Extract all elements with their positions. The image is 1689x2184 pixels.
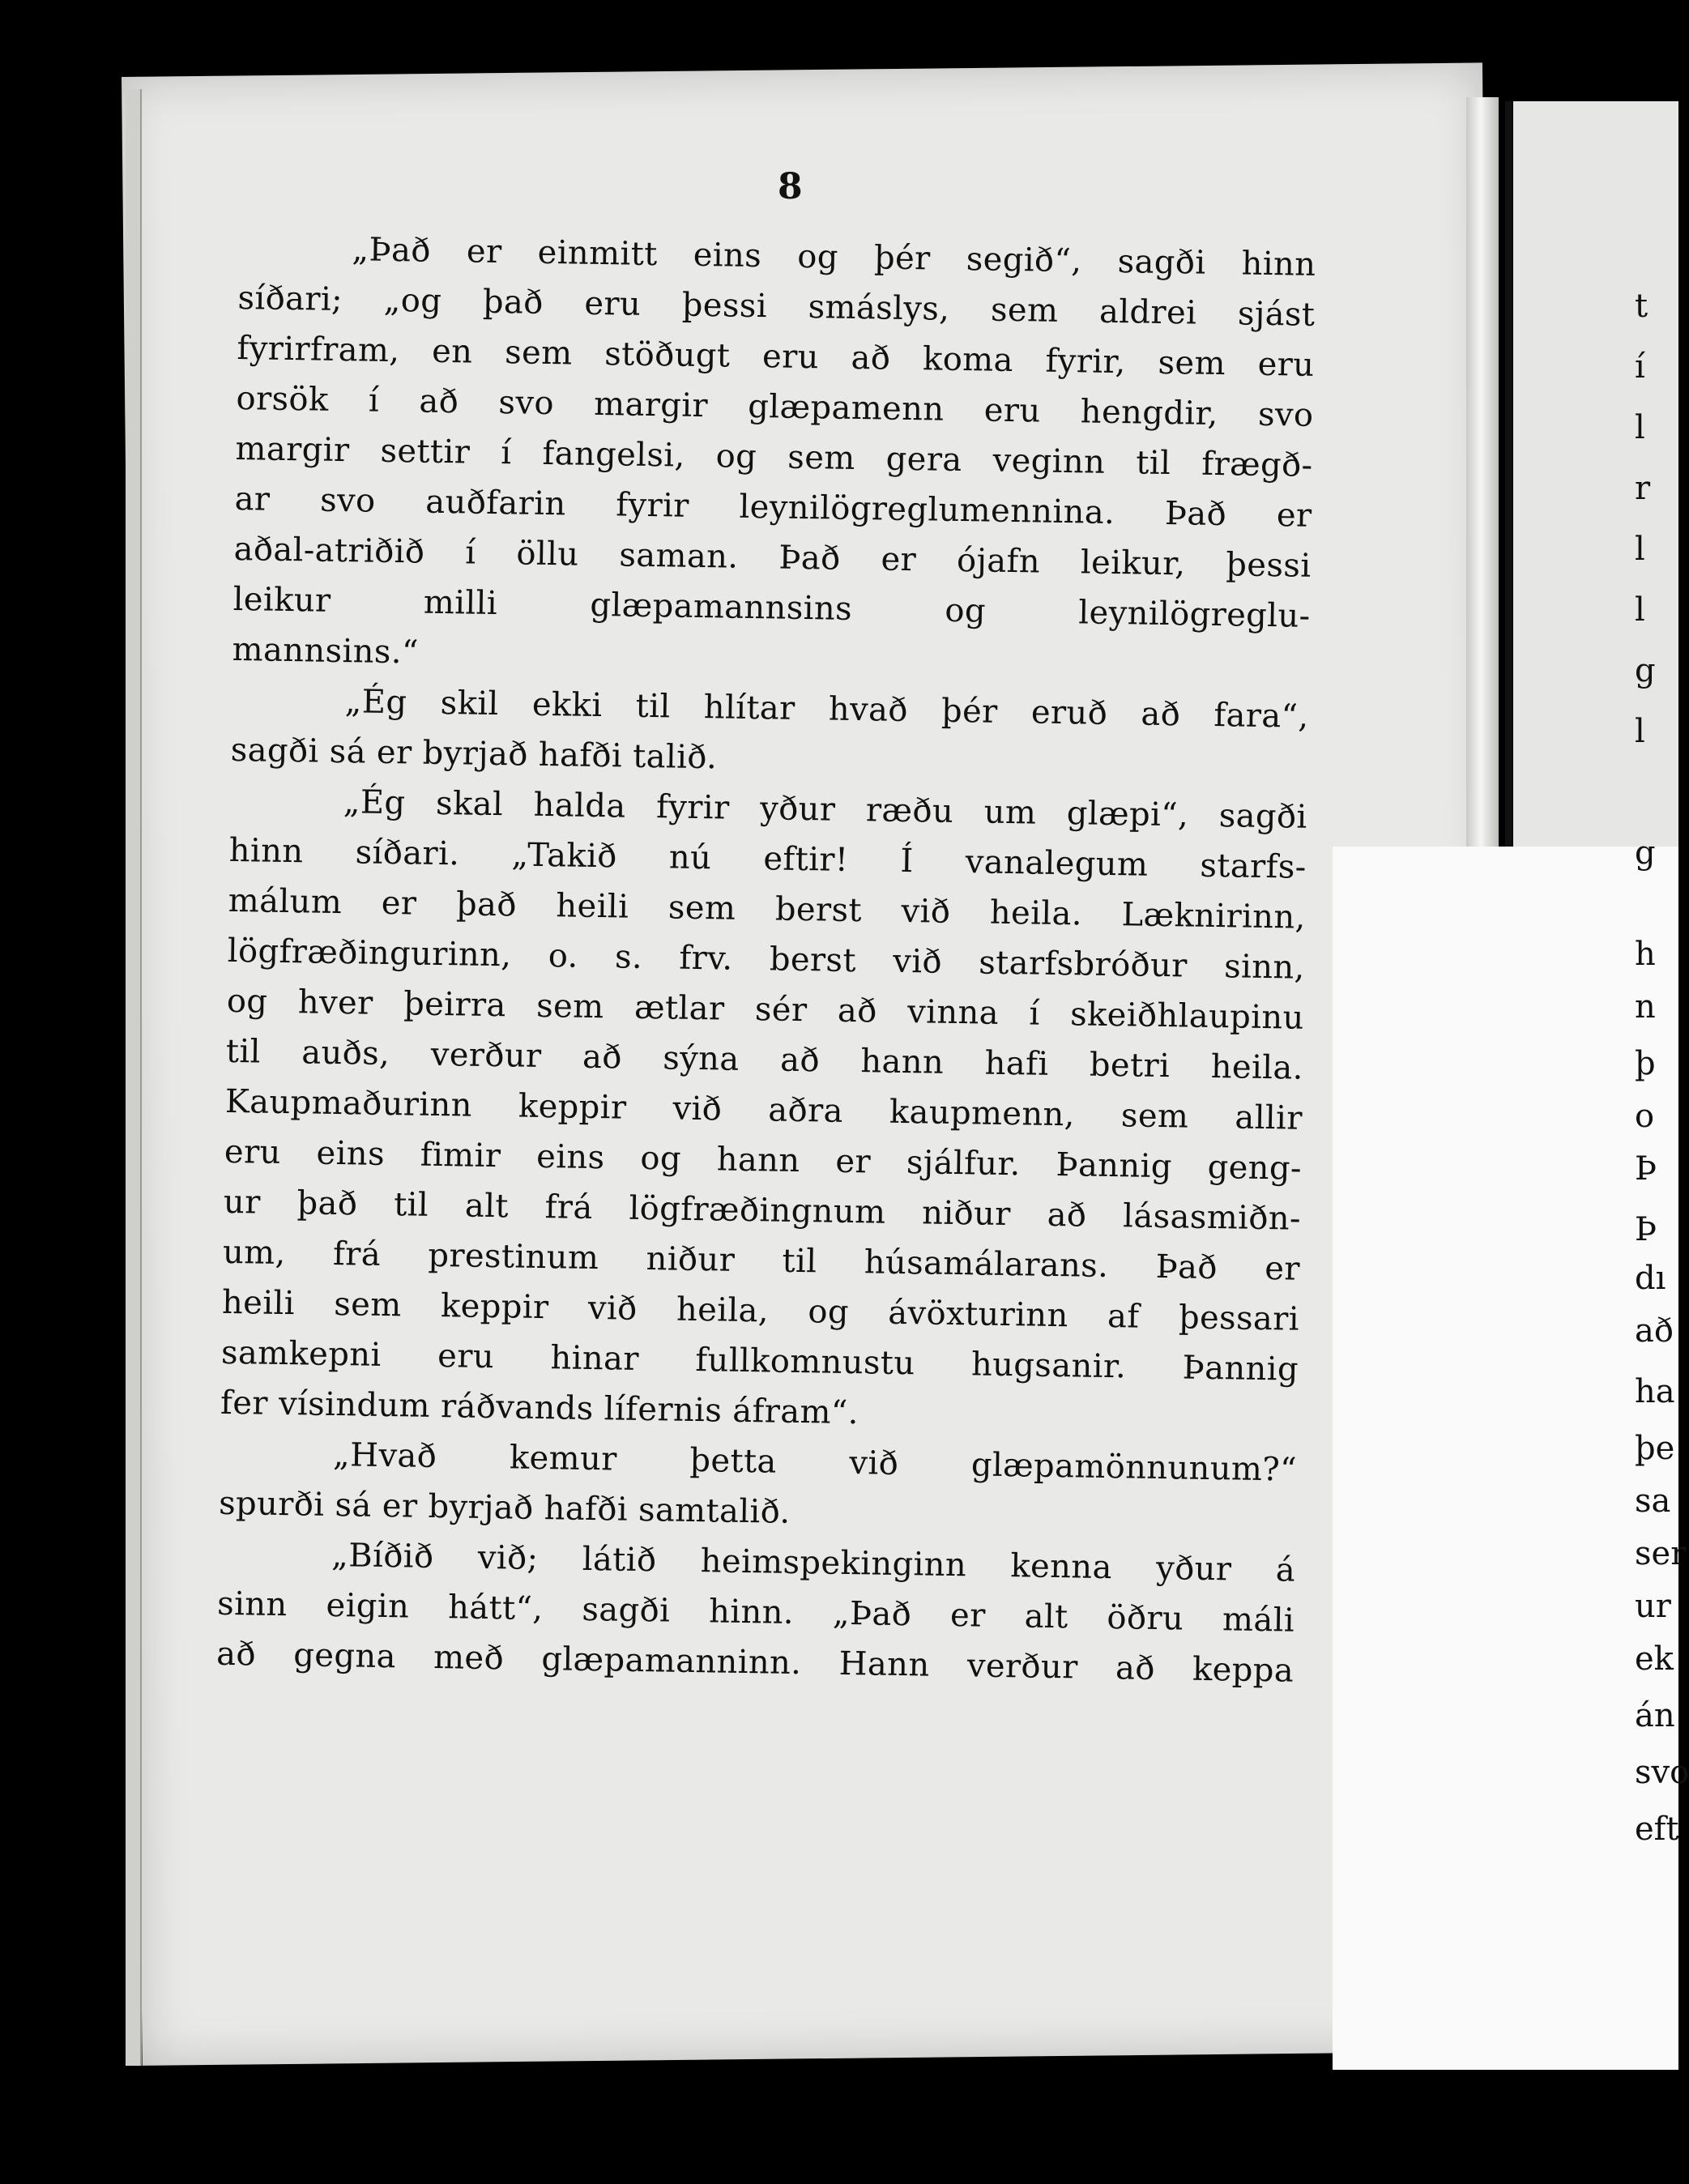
text-line: Kaupmaðurinn keppir við aðra kaupmenn, sem allir xyxy=(224,1082,1303,1137)
text-line: „Ég skil ekki til hlítar hvað þér eruð að fara“, xyxy=(344,683,1309,736)
right-page-fragment: ek xyxy=(1635,1640,1674,1678)
text-line: hinn síðari. „Takið nú eftir! Í vanalegum starfs- xyxy=(228,831,1307,886)
right-page-fragment: svo xyxy=(1635,1754,1689,1791)
text-line: heili sem keppir við heila, og ávöxturinn af þessari xyxy=(221,1283,1300,1338)
right-page-fragment: l xyxy=(1635,409,1645,446)
right-page-fragment: þ xyxy=(1635,1045,1656,1082)
text-line: „Það er einmitt eins og þér segið“, sagði hinn xyxy=(352,231,1316,284)
right-page-fragment: þe xyxy=(1635,1430,1675,1467)
text-line: síðari; „og það eru þessi smáslys, sem aldrei sjást xyxy=(237,279,1316,334)
right-page-fragment: g xyxy=(1635,652,1656,689)
text-line: „Hvað kemur þetta við glæpamönnunum?“ xyxy=(332,1436,1298,1489)
text-line: orsök í að svo margir glæpamenn eru hengdir, svo xyxy=(236,379,1314,434)
right-page-fragment: eft xyxy=(1635,1811,1679,1848)
right-page-fragment: l xyxy=(1635,591,1645,629)
right-page-fragment: r xyxy=(1635,470,1651,507)
text-line: mannsins.“ xyxy=(232,630,420,672)
right-page-fragment: t xyxy=(1635,288,1648,325)
text-line: margir settir í fangelsi, og sem gera veginn til frægð- xyxy=(235,429,1313,484)
text-line: eru eins fimir eins og hann er sjálfur. Þannig geng- xyxy=(224,1133,1303,1188)
text-line: og hver þeirra sem ætlar sér að vinna í skeiðhlaupinu xyxy=(226,982,1305,1037)
right-page-paper-insert xyxy=(1333,847,1678,2070)
text-line: að gegna með glæpamanninn. Hann verður að keppa xyxy=(215,1635,1294,1690)
right-page-fragment: Þ xyxy=(1635,1211,1657,1248)
body-text xyxy=(216,223,1316,1696)
right-page-fragment: h xyxy=(1635,936,1656,973)
text-line: sinn eigin hátt“, sagði hinn. „Það er alt öðru máli xyxy=(216,1585,1295,1640)
text-line: ar svo auðfarin fyrir leynilögreglumennina. Það er xyxy=(234,480,1312,535)
right-page-fragment: án xyxy=(1635,1697,1675,1734)
text-line: málum er það heili sem berst við heila. Læknirinn, xyxy=(228,881,1307,936)
text-line: lögfræðingurinn, o. s. frv. berst við starfsbróður sinn, xyxy=(227,932,1306,987)
right-page-fragment: í xyxy=(1635,348,1645,386)
page-edge xyxy=(126,89,142,2066)
right-page-fragment: Þ xyxy=(1635,1150,1657,1188)
right-page-fragment: ha xyxy=(1635,1373,1675,1410)
text-line: til auðs, verður að sýna að hann hafi betri heila. xyxy=(225,1032,1304,1087)
right-page-fragment: ser xyxy=(1635,1535,1687,1572)
text-line: um, frá prestinum niður til húsamálarans. Það er xyxy=(222,1233,1301,1288)
right-page-fragment: sa xyxy=(1635,1482,1671,1520)
right-page-fragment: dı xyxy=(1635,1260,1666,1297)
text-line: ur það til alt frá lögfræðingnum niður að lásasmiðn- xyxy=(223,1183,1302,1238)
right-page-fragment: g xyxy=(1635,834,1656,872)
text-line: samkepni eru hinar fullkomnustu hugsanir. Þannig xyxy=(220,1333,1299,1388)
text-line: aðal-atriðið í öllu saman. Það er ójafn leikur, þessi xyxy=(233,530,1312,585)
text-line: leikur milli glæpamannsins og leynilögreglu- xyxy=(232,580,1311,635)
text-line: „Ég skal halda fyrir yður ræðu um glæpi“, sagði xyxy=(343,783,1307,836)
right-page-fragment: l xyxy=(1635,531,1645,568)
right-page-fragment: l xyxy=(1635,713,1645,750)
page-number: 8 xyxy=(778,166,803,207)
text-line: fer vísindum ráðvands lífernis áfram“. xyxy=(220,1384,859,1432)
right-page-fragment: n xyxy=(1635,988,1656,1026)
right-page-fragment: að xyxy=(1635,1312,1674,1350)
text-line: fyrirfram, en sem stöðugt eru að koma fyrir, sem eru xyxy=(237,329,1315,384)
right-page-fragment: ur xyxy=(1635,1588,1671,1625)
right-page-fragment: o xyxy=(1635,1098,1655,1135)
text-line: „Bíðið við; látið heimspekinginn kenna yður á xyxy=(331,1536,1296,1589)
text-line: spurði sá er byrjað hafði samtalið. xyxy=(218,1484,791,1531)
text-line: sagði sá er byrjað hafði talið. xyxy=(230,731,718,777)
